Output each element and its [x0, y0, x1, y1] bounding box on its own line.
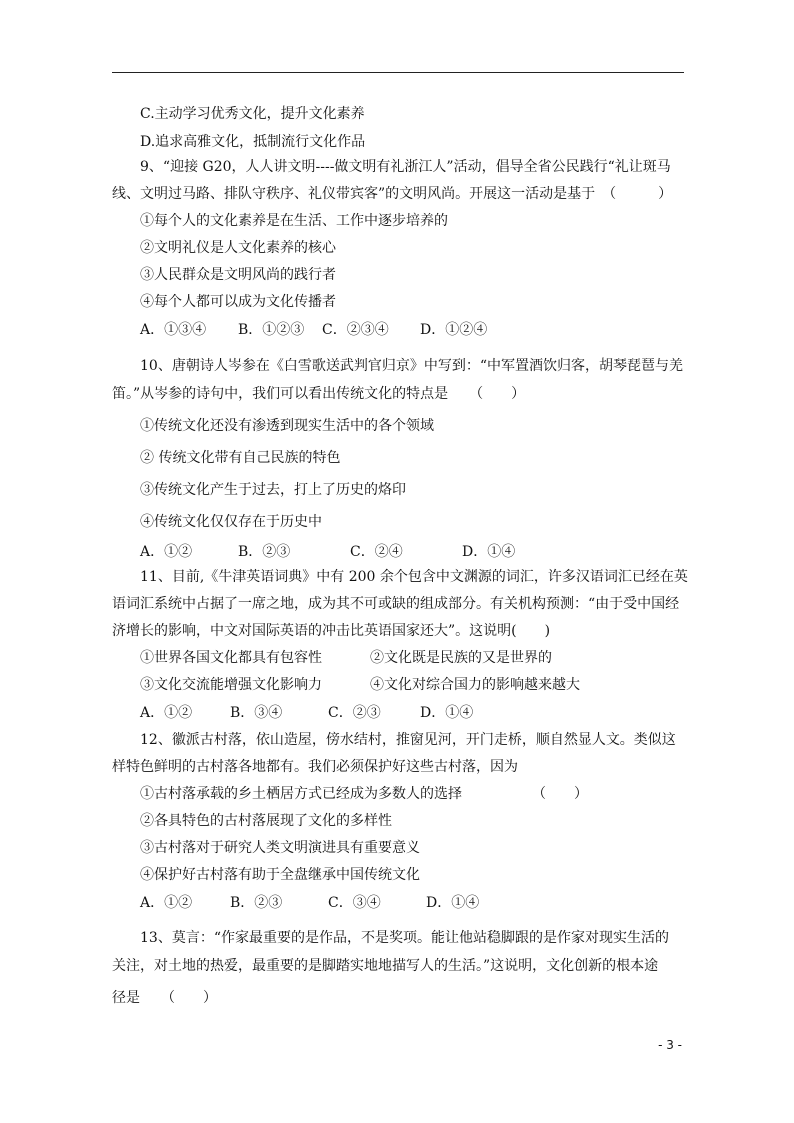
q11-option-d: D．①④	[420, 705, 474, 721]
q10-option-a: A．①②	[140, 544, 193, 560]
q10-option-b: B．②③	[238, 544, 291, 560]
q9-option-b: B．①②③	[238, 322, 305, 338]
question-11-item-3: ③文化交流能增强文化影响力	[140, 677, 322, 693]
option-d-line: D.追求高雅文化，抵制流行文化作品	[140, 134, 366, 150]
q10-option-d: D．①④	[462, 544, 516, 560]
q12-option-b: B．②③	[230, 895, 283, 911]
question-11-text-cont2: 济增长的影响，中文对国际英语的冲击比英语国家还大”。这说明( )	[112, 623, 551, 639]
q11-option-a: A．①②	[140, 705, 193, 721]
question-11-item-4: ④文化对综合国力的影响越来越大	[370, 677, 580, 693]
question-10-text: 10、唐朝诗人岑参在《白雪歌送武判官归京》中写到：“中军置酒饮归客，胡琴琵琶与羌	[140, 358, 683, 374]
header-rule	[112, 72, 684, 73]
question-9-item-4: ④每个人都可以成为文化传播者	[140, 294, 336, 310]
question-12-item-3: ③古村落对于研究人类文明演进具有重要意义	[140, 840, 420, 856]
question-11-item-2: ②文化既是民族的又是世界的	[370, 650, 552, 666]
question-10-item-4: ④传统文化仅仅存在于历史中	[140, 514, 322, 530]
question-10-item-1: ①传统文化还没有渗透到现实生活中的各个领域	[140, 418, 434, 434]
q12-option-a: A．①②	[140, 895, 193, 911]
question-9-item-1: ①每个人的文化素养是在生活、工作中逐步培养的	[140, 213, 448, 229]
q11-option-c: C．②③	[328, 705, 381, 721]
question-13-text: 13、莫言：“作家最重要的是作品，不是奖项。能让他站稳脚跟的是作家对现实生活的	[140, 930, 669, 946]
question-13-text-cont: 关注，对土地的热爱，最重要的是脚踏实地地描写人的生活。”这说明，文化创新的根本途	[112, 958, 659, 974]
q9-option-d: D．①②④	[420, 322, 488, 338]
question-10-item-3: ③传统文化产生于过去，打上了历史的烙印	[140, 482, 406, 498]
question-12-answer-bracket: （ ）	[532, 786, 588, 802]
question-9-item-2: ②文明礼仪是人文化素养的核心	[140, 240, 336, 256]
q11-option-b: B．③④	[230, 705, 283, 721]
question-11-text-cont: 语词汇系统中占据了一席之地，成为其不可或缺的组成部分。有关机构预测：“由于受中国经	[112, 596, 680, 612]
question-9-item-3: ③人民群众是文明风尚的践行者	[140, 267, 336, 283]
q12-option-d: D．①④	[426, 895, 480, 911]
question-10-item-2: ② 传统文化带有自己民族的特色	[140, 450, 341, 466]
question-12-item-1: ①古村落承载的乡土栖居方式已经成为多数人的选择	[140, 786, 462, 802]
question-12-text-cont: 样特色鲜明的古村落各地都有。我们必须保护好这些古村落，因为	[112, 759, 518, 775]
option-c-line: C.主动学习优秀文化，提升文化素养	[140, 106, 365, 122]
question-9-text-cont: 线、文明过马路、排队守秩序、礼仪带宾客”的文明风尚。开展这一活动是基于 （ ）	[112, 186, 673, 202]
question-13-text-cont2: 径是 （ ）	[112, 990, 217, 1006]
page-number: - 3 -	[658, 1038, 682, 1052]
question-10-text-cont: 笛。”从岑参的诗句中，我们可以看出传统文化的特点是 （ ）	[112, 386, 526, 402]
question-12-item-4: ④保护好古村落有助于全盘继承中国传统文化	[140, 867, 420, 883]
q9-option-a: A．①③④	[140, 322, 207, 338]
question-11-item-1: ①世界各国文化都具有包容性	[140, 650, 322, 666]
question-11-text: 11、目前,《牛津英语词典》中有 200 余个包含中文渊源的词汇，许多汉语词汇已经在英	[140, 569, 688, 585]
q9-option-c: C．②③④	[322, 322, 389, 338]
q10-option-c: C．②④	[350, 544, 403, 560]
question-12-text: 12、徽派古村落，依山造屋，傍水结村，推窗见河，开门走桥，顺自然显人文。类似这	[140, 732, 676, 748]
question-9-text: 9、“迎接 G20，人人讲文明----做文明有礼浙江人”活动，倡导全省公民践行“礼让斑马	[140, 159, 671, 175]
question-12-item-2: ②各具特色的古村落展现了文化的多样性	[140, 813, 392, 829]
q12-option-c: C．③④	[328, 895, 381, 911]
